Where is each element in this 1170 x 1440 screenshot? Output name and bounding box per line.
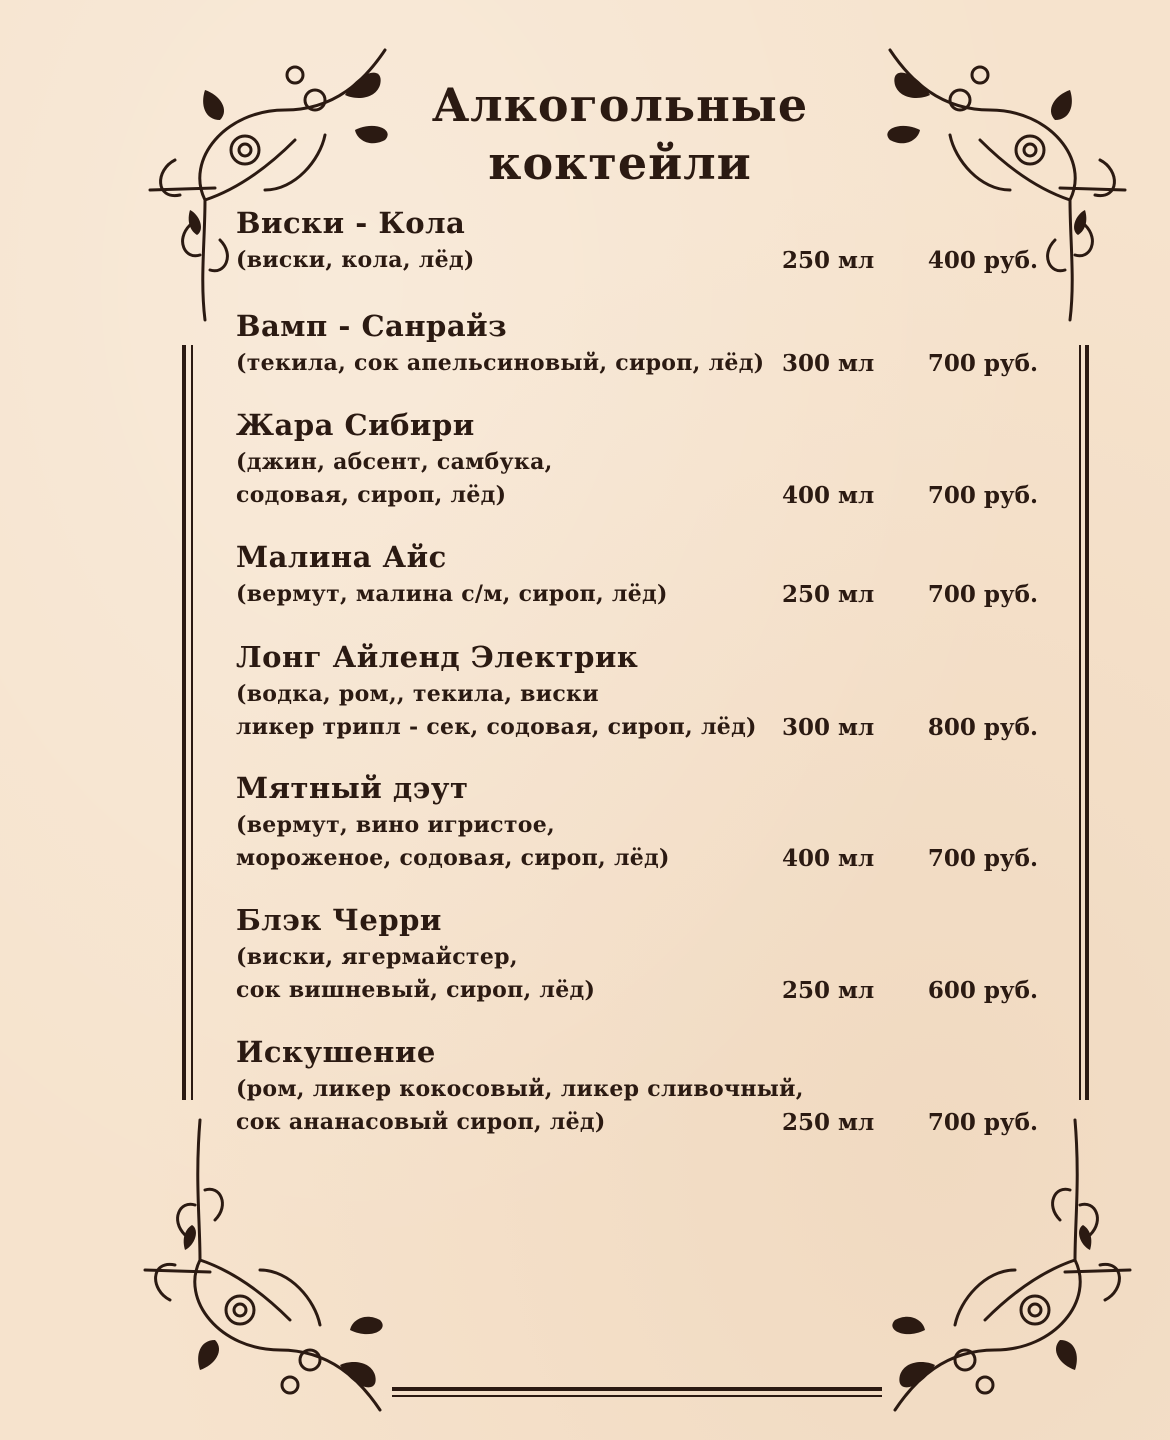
item-price: 700 руб. (927, 581, 1038, 608)
item-description: (джин, абсент, самбука, (236, 449, 553, 475)
item-name: Жара Сибири (236, 408, 475, 442)
item-name: Виски - Кола (236, 206, 466, 240)
frame-left-outer-line (182, 345, 186, 1100)
item-description: (вермут, вино игристое, (236, 812, 556, 838)
item-price: 700 руб. (927, 350, 1038, 377)
item-volume: 250 мл (782, 581, 875, 608)
menu-item (236, 309, 1046, 380)
item-price: 700 руб. (927, 482, 1038, 509)
item-volume: 250 мл (782, 1109, 875, 1136)
item-name: Вамп - Санрайз (236, 309, 508, 343)
frame-right-inner-line (1079, 345, 1081, 1100)
item-name: Малина Айс (236, 540, 447, 574)
frame-bottom-inner-line (392, 1395, 882, 1397)
item-volume: 250 мл (782, 977, 875, 1004)
item-volume: 400 мл (782, 845, 875, 872)
frame-bottom-outer-line (392, 1387, 882, 1391)
item-description: сок вишневый, сироп, лёд) (236, 977, 596, 1003)
item-description: (текила, сок апельсиновый, сироп, лёд) (236, 350, 765, 376)
menu-item (236, 540, 1046, 611)
item-volume: 300 мл (782, 350, 875, 377)
item-description: ликер трипл - сек, содовая, сироп, лёд) (236, 714, 757, 740)
item-description: (виски, кола, лёд) (236, 247, 475, 273)
item-name: Мятный дэут (236, 771, 469, 805)
menu-item (236, 903, 1046, 1007)
item-description: содовая, сироп, лёд) (236, 482, 507, 508)
item-volume: 400 мл (782, 482, 875, 509)
item-description: (ром, ликер кокосовый, ликер сливочный, (236, 1076, 804, 1102)
item-name: Блэк Черри (236, 903, 442, 937)
item-price: 600 руб. (927, 977, 1038, 1004)
item-price: 800 руб. (927, 714, 1038, 741)
menu-item (236, 408, 1046, 512)
bottom-left-floral-ornament-icon (140, 1110, 420, 1420)
item-description: мороженое, содовая, сироп, лёд) (236, 845, 670, 871)
frame-right-outer-line (1085, 345, 1089, 1100)
item-name: Искушение (236, 1035, 436, 1069)
item-volume: 250 мл (782, 247, 875, 274)
item-description: (виски, ягермайстер, (236, 944, 518, 970)
menu-item (236, 206, 1046, 277)
menu-item (236, 771, 1046, 875)
item-name: Лонг Айленд Электрик (236, 640, 639, 674)
frame-left-inner-line (191, 345, 193, 1100)
page-title: Алкогольные (431, 78, 809, 132)
item-price: 400 руб. (927, 247, 1038, 274)
item-price: 700 руб. (927, 845, 1038, 872)
item-description: сок ананасовый сироп, лёд) (236, 1109, 606, 1135)
item-description: (вермут, малина с/м, сироп, лёд) (236, 581, 668, 607)
item-description: (водка, ром,, текила, виски (236, 681, 599, 707)
item-volume: 300 мл (782, 714, 875, 741)
bottom-right-floral-ornament-icon (855, 1110, 1135, 1420)
page-subtitle: коктейли (488, 136, 752, 190)
menu-item (236, 640, 1046, 744)
menu-item (236, 1035, 1046, 1139)
item-price: 700 руб. (927, 1109, 1038, 1136)
